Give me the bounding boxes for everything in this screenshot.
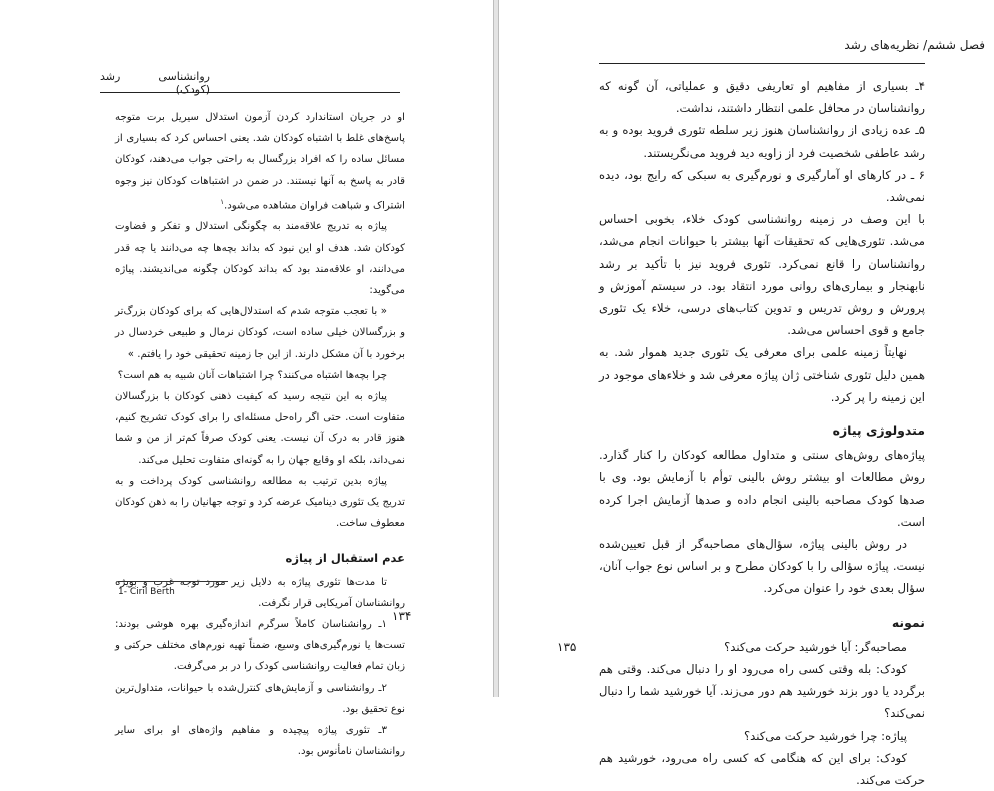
running-head: روانشناسی رشد (کودک) bbox=[100, 70, 210, 96]
list-item: ۴ـ بسیاری از مفاهیم او تعاریفی دقیق و عملیاتی، آن گونه که روانشناسان در محافل علمی انتظار داشتند، نداشت. bbox=[599, 79, 925, 116]
paragraph: در روش بالینی پیاژه، سؤال‌های مصاحبه‌گر از قبل تعیین‌شده نیست. پیاژه سؤالی را با کودکان مطرح و بر اساس نوع جواب آنان، سؤال بعدی خود را عنوان می‌کرد. bbox=[599, 537, 925, 596]
dialogue-line: پیاژه: چرا خورشید حرکت می‌کند؟ bbox=[743, 728, 907, 743]
paragraph: پیاژه به این نتیجه رسید که کیفیت ذهنی کودکان با بزرگسالان متفاوت است. حتی اگر راه‌حل مسئله‌ای را برای کودک تشریح کنیم، هنوز قادر به درک آن نیست. یعنی کودک صرفاً کم‌تر از من و شما نمی‌داند، بلکه او وقایع جهان را به گونه‌ای متفاوت تحلیل می‌کند. bbox=[115, 391, 405, 466]
right-body-text bbox=[599, 75, 925, 791]
paragraph: پیاژه‌های روش‌های سنتی و متداول مطالعه کودکان را کنار گذارد. روش مطالعات او بیشتر روش بالینی توأم با آزمایش بود. وی با صدها کودک مصاحبه بالینی انجام داده و صدها آزمایش اجرا کرده است. bbox=[599, 448, 925, 529]
header-rule bbox=[100, 92, 400, 93]
page-number: ۱۳۴ bbox=[392, 609, 412, 623]
right-page bbox=[499, 0, 994, 788]
page-number: ۱۳۵ bbox=[557, 640, 577, 654]
dialogue-line: کودک: بله وقتی کسی راه می‌رود او را دنبال می‌کند. وقتی هم برگردد یا دور بزند خورشید هم دور می‌زند. آیا خورشید شما را دنبال نمی‌کند؟ bbox=[599, 662, 925, 721]
paragraph: پیاژه بدین ترتیب به مطالعه روانشناسی کودک پرداخت و به تدریج یک تئوری دینامیک عرضه کرد و توجه جهانیان را به ذهن کودکان معطوف ساخت. bbox=[115, 475, 405, 530]
section-heading: نمونه bbox=[891, 614, 925, 630]
running-head: فصل ششم/ نظریه‌های رشد bbox=[844, 38, 985, 52]
list-item: ۶ ـ در کارهای او آمارگیری و نورم‌گیری به سبکی که رایج بود، دیده نمی‌شد. bbox=[599, 167, 925, 205]
header-rule bbox=[599, 63, 925, 64]
paragraph: تا مدت‌ها تئوری پیاژه به دلایل زیر مورد توجه غرب و بویژه روانشناسان آمریکایی قرار نگرفت. bbox=[115, 576, 405, 609]
section-heading: متدولوژی پیاژه bbox=[832, 423, 925, 439]
dialogue-line: مصاحبه‌گر: آیا خورشید حرکت می‌کند؟ bbox=[724, 639, 907, 654]
list-item: ۱ـ روانشناسان کاملاً سرگرم اندازه‌گیری بهره هوشی بودند: تست‌ها یا نورم‌گیری‌های وسیع، ضمناً تهیه نورم‌های مختلف حرکتی و زبان تمام فعالیت روانشناسی کودک را در بر می‌گرفت. bbox=[115, 619, 405, 673]
footnote-rule bbox=[118, 581, 228, 582]
left-body-text bbox=[115, 107, 405, 762]
paragraph: او در جریان استاندارد کردن آزمون استدلال سیریل برت متوجه پاسخ‌های غلط با اشتباه کودکان شد. یعنی احساس کرد که بسیاری از مسائل ساده را که افراد بزرگسال به راحتی جواب می‌دهند، کودکان قادر به پاسخ به آنها نیستند. در ضمن در اشتباهات کودکان نیز وجوه اشتراک و شباهت فراوان مشاهده می‌شود.$^۱$ bbox=[115, 112, 405, 212]
paragraph: چرا بچه‌ها اشتباه می‌کنند؟ چرا اشتباهات آنان شبیه به هم است؟ bbox=[117, 369, 387, 381]
list-item: ۵ـ عده زیادی از روانشناسان هنوز زیر سلطه تئوری فروید بوده و به رشد عاطفی شخصیت فرد از زاویه دید فروید می‌نگریستند. bbox=[599, 123, 925, 160]
paragraph: نهایتاً زمینه علمی برای معرفی یک تئوری جدید هموار شد. به همین دلیل تئوری شناختی ژان پیاژه معرفی شد و خلاءهای موجود در این زمینه را پر کرد. bbox=[599, 345, 925, 404]
section-heading: عدم استقبال از پیاژه bbox=[285, 551, 405, 566]
list-item: ۳ـ تئوری پیاژه پیچیده و مفاهیم واژه‌های او برای سایر روانشناسان نامأنوس بود. bbox=[115, 725, 405, 758]
dialogue-line: کودک: برای این که هنگامی که کسی راه می‌رود، خورشید هم حرکت می‌کند. bbox=[599, 750, 925, 788]
paragraph: پیاژه به تدریج علاقه‌مند به چگونگی استدلال و تفکر و قضاوت کودکان شد. هدف او این نبود که بداند بچه‌ها چه می‌دانند یا چه قدر می‌دانند، او علاقه‌مند بود که بداند کودکان چگونه می‌اندیشند. پیاژه می‌گوید: bbox=[115, 221, 405, 297]
footnote: 1- Ciril Berth bbox=[118, 587, 175, 597]
quote-paragraph: « با تعجب متوجه شدم که استدلال‌هایی که برای کودکان بزرگ‌تر و بزرگسالان خیلی ساده است، کودکان نرمال و طبیعی خردسال در برخورد با آن مشکل دارند. از این جا زمینه تحقیقی خود را یافتم. » bbox=[115, 306, 405, 360]
footnote-marker: ۱ bbox=[220, 197, 224, 206]
paragraph: با این وصف در زمینه روانشناسی کودک خلاء، بخوبی احساس می‌شد. تئوری‌هایی که تحقیقات آنها بیشتر با حیوانات انجام می‌شد، روانشناسان را قانع نمی‌کرد. تئوری فروید نیز با تأکید بر رشد نابهنجار و بیماری‌های روانی مورد انتقاد بود. در سیستم آموزش و پرورش و روش تدریس و تدوین کتاب‌های درسی، خلاء یک تئوری جامع و قوی احساس می‌شد. bbox=[599, 212, 925, 338]
left-page bbox=[0, 0, 493, 758]
list-item: ۲ـ روانشناسی و آزمایش‌های کنترل‌شده با حیوانات، متداول‌ترین نوع تحقیق بود. bbox=[115, 682, 405, 715]
